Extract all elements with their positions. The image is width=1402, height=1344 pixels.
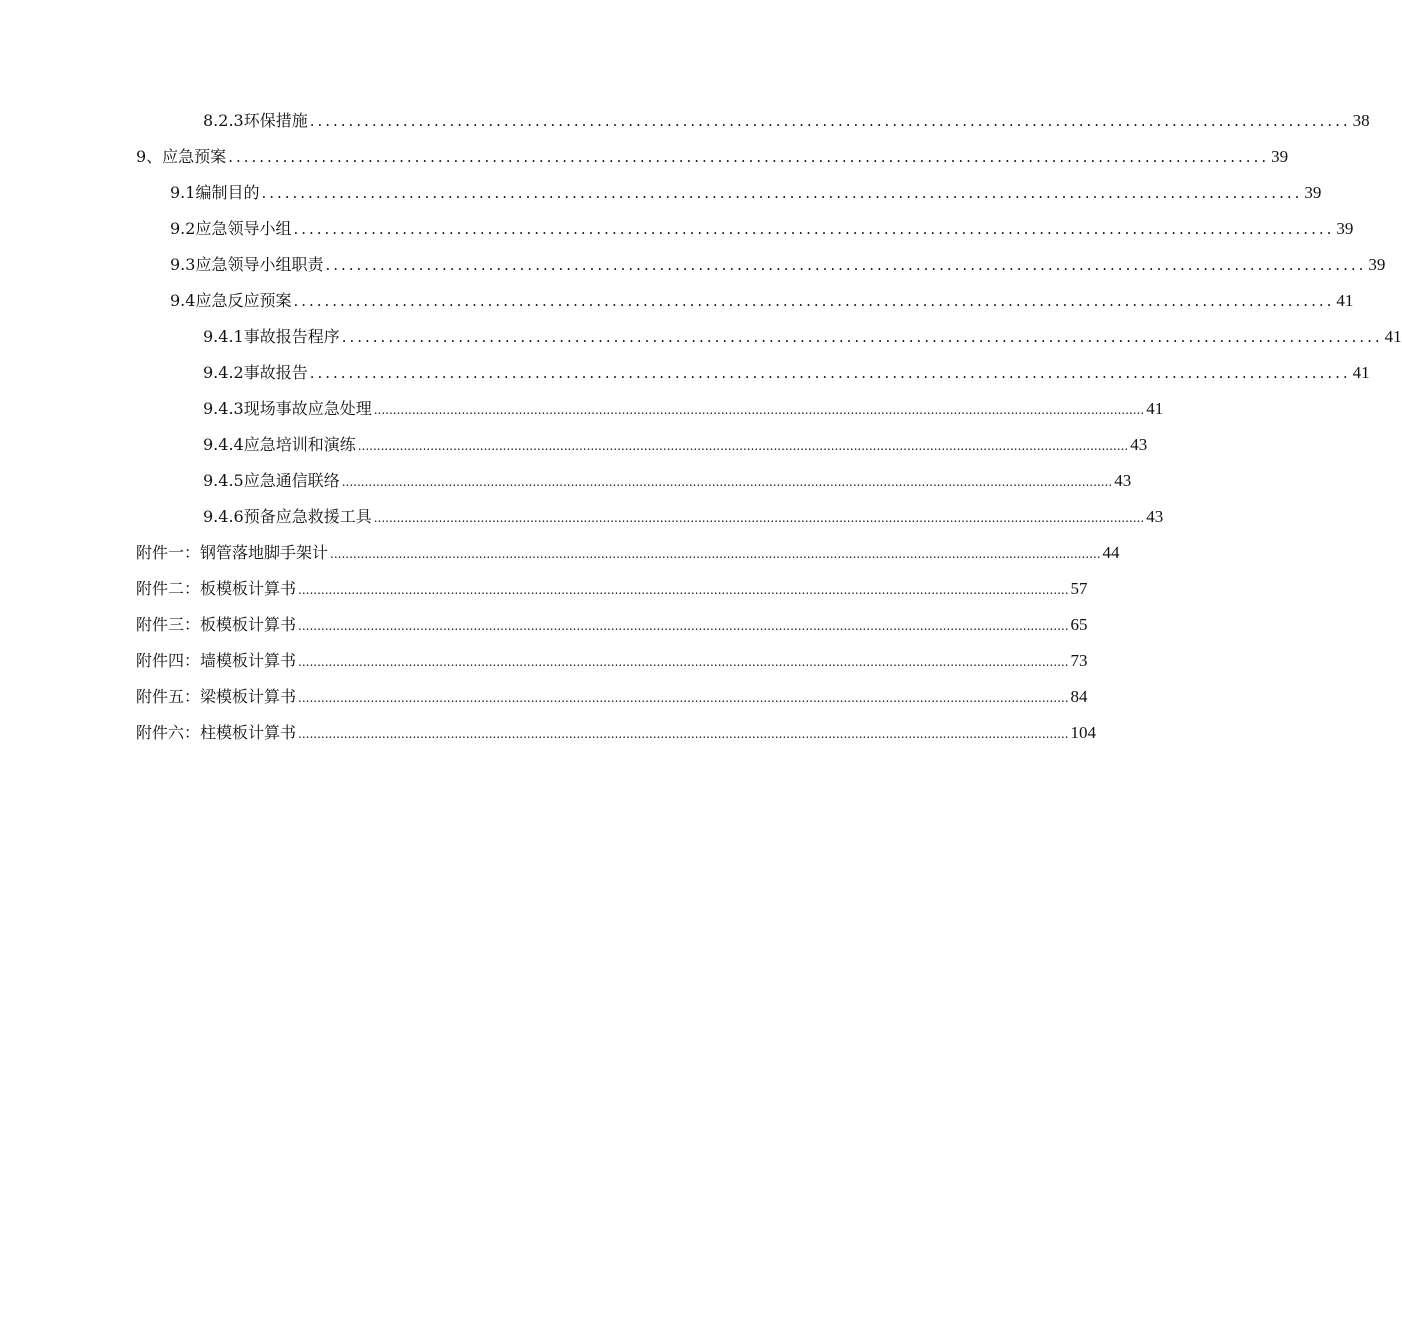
toc-dot-leader: ...................................................................................................................................... — [309, 112, 1351, 130]
toc-entry-title: 附件三：板模板计算书 — [136, 615, 297, 634]
toc-entry[interactable] — [136, 527, 1120, 563]
toc-entry-page: 41 — [1384, 327, 1402, 346]
toc-entry-title: 9.4.2事故报告 — [203, 363, 308, 382]
toc-dot-leader: ...................................................................................................................................... — [341, 328, 1383, 346]
toc-dot-leader: .......................................................................................................................................................................................................... — [298, 691, 1069, 705]
toc-entry[interactable] — [136, 599, 1088, 635]
toc-dot-leader: ...................................................................................................................................... — [293, 292, 1335, 310]
toc-entry[interactable] — [203, 347, 1370, 383]
toc-entry-page: 65 — [1070, 615, 1088, 634]
toc-entry-title: 附件四：墙模板计算书 — [136, 651, 297, 670]
toc-dot-leader: ...................................................................................................................................... — [228, 148, 1270, 166]
toc-entry-page: 39 — [1368, 255, 1386, 274]
toc-entry-title: 8.2.3环保措施 — [203, 111, 308, 130]
toc-entry-page: 41 — [1336, 291, 1354, 310]
toc-entry-page: 38 — [1352, 111, 1370, 130]
toc-dot-leader: ...................................................................................................................................... — [325, 256, 1367, 274]
toc-entry[interactable] — [170, 203, 1354, 239]
toc-entry-page: 104 — [1070, 723, 1097, 742]
toc-entry-page: 39 — [1336, 219, 1354, 238]
toc-dot-leader: .......................................................................................................................................................................................................... — [298, 583, 1069, 597]
toc-dot-leader: ...................................................................................................................................... — [309, 364, 1351, 382]
toc-entry[interactable] — [203, 95, 1370, 131]
toc-entry[interactable] — [170, 167, 1322, 203]
toc-entry[interactable] — [136, 635, 1088, 671]
toc-entry-title: 9.2应急领导小组 — [170, 219, 292, 238]
toc-entry-title: 附件二：板模板计算书 — [136, 579, 297, 598]
toc-dot-leader: .......................................................................................................................................................................................................... — [298, 655, 1069, 669]
toc-entry[interactable] — [170, 239, 1386, 275]
toc-dot-leader: .......................................................................................................................................................................................................... — [357, 439, 1129, 453]
toc-entry[interactable] — [203, 383, 1164, 419]
toc-entry-title: 附件一：钢管落地脚手架计 — [136, 543, 329, 562]
toc-entry-page: 73 — [1070, 651, 1088, 670]
toc-entry-page: 57 — [1070, 579, 1088, 598]
toc-entry-page: 43 — [1146, 507, 1164, 526]
toc-entry[interactable] — [203, 491, 1164, 527]
toc-entry-title: 9.4.6预备应急救援工具 — [203, 507, 372, 526]
toc-dot-leader: ...................................................................................................................................... — [261, 184, 1303, 202]
toc-entry[interactable] — [203, 455, 1132, 491]
toc-entry[interactable] — [136, 707, 1097, 743]
toc-dot-leader: .......................................................................................................................................................................................................... — [298, 619, 1069, 633]
toc-entry-page: 44 — [1102, 543, 1120, 562]
toc-dot-leader: .......................................................................................................................................................................................................... — [373, 403, 1145, 417]
toc-entry-title: 9.4应急反应预案 — [170, 291, 292, 310]
toc-entry-title: 9、应急预案 — [136, 147, 227, 166]
toc-dot-leader: .......................................................................................................................................................................................................... — [330, 547, 1101, 561]
toc-entry-page: 41 — [1352, 363, 1370, 382]
toc-entry[interactable] — [136, 671, 1088, 707]
toc-entry-page: 43 — [1130, 435, 1148, 454]
toc-dot-leader: .......................................................................................................................................................................................................... — [341, 475, 1113, 489]
toc-entry-page: 43 — [1114, 471, 1132, 490]
toc-entry-title: 9.4.5应急通信联络 — [203, 471, 340, 490]
toc-entry-title: 9.4.4应急培训和演练 — [203, 435, 356, 454]
toc-dot-leader: .......................................................................................................................................................................................................... — [373, 511, 1145, 525]
toc-entry-page: 41 — [1146, 399, 1164, 418]
toc-entry[interactable] — [136, 563, 1088, 599]
toc-entry[interactable] — [136, 131, 1289, 167]
toc-entry-title: 9.4.1事故报告程序 — [203, 327, 340, 346]
toc-entry-title: 9.3应急领导小组职责 — [170, 255, 324, 274]
toc-entry-title: 附件六：柱模板计算书 — [136, 723, 297, 742]
toc-entry[interactable] — [203, 311, 1402, 347]
toc-dot-leader: .......................................................................................................................................................................................................... — [298, 727, 1069, 741]
toc-entry-page: 39 — [1304, 183, 1322, 202]
toc-entry[interactable] — [170, 275, 1354, 311]
toc-entry-title: 9.1编制目的 — [170, 183, 260, 202]
toc-entry[interactable] — [203, 419, 1148, 455]
toc-dot-leader: ...................................................................................................................................... — [293, 220, 1335, 238]
toc-entry-title: 附件五：梁模板计算书 — [136, 687, 297, 706]
toc-entry-page: 84 — [1070, 687, 1088, 706]
toc-entry-page: 39 — [1271, 147, 1289, 166]
toc-entry-title: 9.4.3现场事故应急处理 — [203, 399, 372, 418]
